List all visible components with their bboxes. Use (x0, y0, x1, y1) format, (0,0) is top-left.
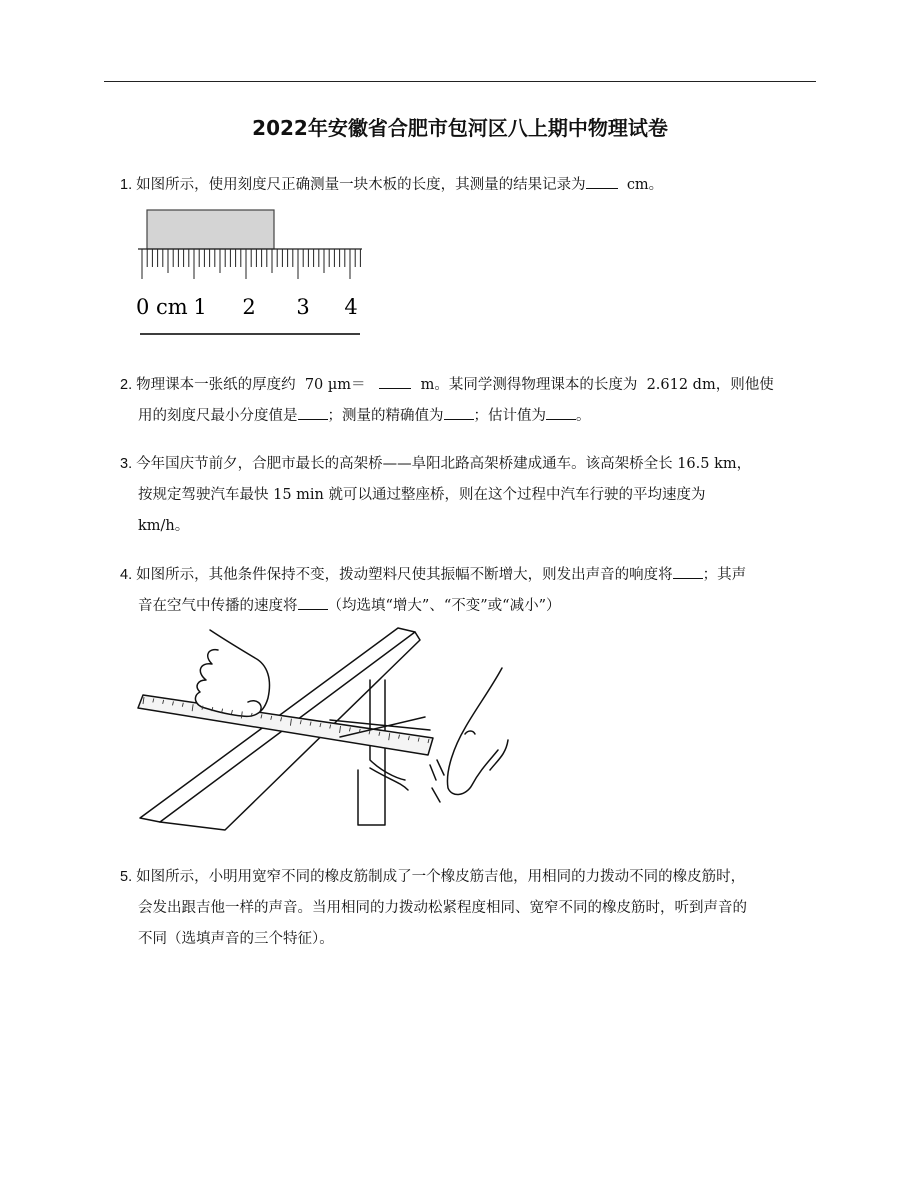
answer-blank[interactable] (298, 405, 328, 420)
page-title: 2022年安徽省合肥市包河区八上期中物理试卷 (252, 116, 668, 140)
question-text: 今年国庆节前夕，合肥市最长的高架桥——阜阳北路高架桥建成通车。该高架桥全长 16.5 km， (136, 456, 752, 472)
question-text: ；其声 (702, 567, 747, 583)
question-number: 4. (120, 567, 133, 583)
question-number: 5. (120, 869, 133, 885)
question-text: 70 µm＝ (304, 377, 366, 393)
question-number: 1. (120, 177, 133, 193)
question-2 (120, 370, 818, 432)
question-text: ；测量的精确值为 (327, 408, 444, 424)
ruler-label-3: 3 (296, 295, 310, 319)
answer-blank[interactable] (546, 405, 576, 420)
question-text: 如图所示，使用刻度尺正确测量一块木板的长度，其测量的结果记录为 (136, 177, 586, 193)
question-text: 不同（选填声音的三个特征）。 (138, 931, 334, 947)
question-text: 。 (576, 408, 591, 424)
motion-mark (437, 760, 444, 775)
question-1 (120, 170, 818, 201)
question-text: 如图所示，小明用宽窄不同的橡皮筋制成了一个橡皮筋吉他，用相同的力拨动不同的橡皮筋时， (136, 869, 746, 885)
answer-blank[interactable] (586, 174, 618, 189)
question-unit: cm。 (626, 177, 664, 193)
question-4 (120, 560, 818, 622)
question-text: 如图所示，其他条件保持不变，拨动塑料尺使其振幅不断增大，则发出声音的响度将 (136, 567, 673, 583)
question-text: 2.612 dm，则他使 (646, 377, 774, 393)
ruler-label-4: 4 (344, 295, 358, 319)
wooden-board (147, 210, 274, 249)
question-text: 用的刻度尺最小分度值是 (138, 408, 298, 424)
motion-mark (432, 788, 440, 802)
table-leg (358, 680, 385, 825)
question-text: 会发出跟吉他一样的声音。当用相同的力拨动松紧程度相同、宽窄不同的橡皮筋时，听到声音的 (138, 900, 747, 916)
question-text: 按规定驾驶汽车最快 15 min 就可以通过整座桥，则在这个过程中汽车行驶的平均速度为 (138, 487, 706, 503)
right-finger (447, 668, 502, 794)
answer-blank[interactable] (673, 564, 703, 579)
plastic-ruler-figure (130, 620, 550, 835)
answer-blank[interactable] (379, 374, 411, 389)
question-number: 2. (120, 377, 133, 393)
question-5 (120, 862, 818, 955)
question-number: 3. (120, 456, 133, 472)
ruler-figure (130, 200, 380, 345)
answer-blank[interactable] (298, 595, 328, 610)
question-text: km/h。 (138, 518, 190, 534)
left-hand (195, 630, 269, 716)
ruler-label-1: 1 (193, 295, 207, 319)
question-3 (120, 449, 818, 542)
ruler-label-2: 2 (242, 295, 256, 319)
motion-mark (430, 765, 436, 780)
answer-blank[interactable] (444, 405, 474, 420)
ruler-ticks (142, 249, 360, 279)
question-text: 音在空气中传播的速度将 (138, 598, 298, 614)
question-text: 物理课本一张纸的厚度约 (136, 377, 296, 393)
question-text: ；估计值为 (473, 408, 546, 424)
ruler-label-0: 0 cm (136, 295, 188, 319)
header-rule (104, 81, 816, 82)
question-text: （均选填“增大”、“不变”或“减小”） (327, 598, 561, 614)
question-text: m。某同学测得物理课本的长度为 (420, 377, 638, 393)
